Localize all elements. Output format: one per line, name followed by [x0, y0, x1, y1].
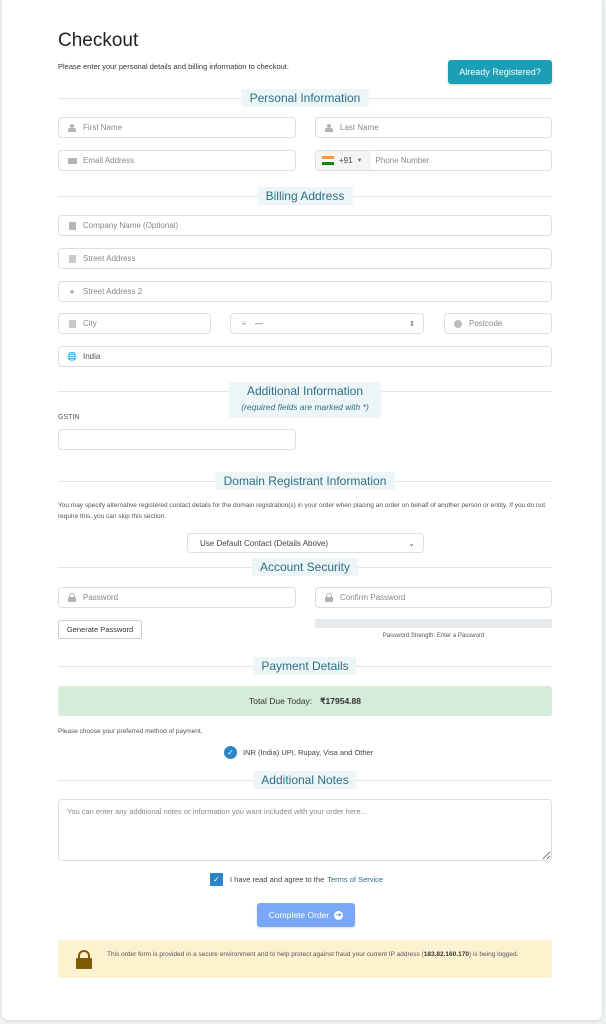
password-field[interactable] — [58, 587, 296, 608]
already-registered-button[interactable]: Already Registered? — [448, 60, 552, 84]
section-title-additional — [229, 382, 381, 418]
company-placeholder: Company Name (Optional) — [83, 221, 179, 230]
section-divider — [58, 659, 552, 673]
section-divider — [58, 384, 552, 412]
section-title-personal: Personal Information — [242, 89, 369, 107]
india-flag-icon — [322, 156, 334, 165]
select-arrows-icon: ⇕ — [409, 320, 415, 328]
section-divider — [58, 189, 552, 203]
building-icon — [67, 222, 77, 230]
padlock-icon — [76, 958, 92, 969]
section-title-notes: Additional Notes — [253, 771, 356, 789]
last-name-field[interactable] — [315, 117, 552, 138]
street-placeholder: Street Address — [83, 254, 136, 263]
confirm-password-placeholder: Confirm Password — [340, 593, 406, 602]
total-due-box — [58, 686, 552, 716]
required-note: (required fields are marked with *) — [241, 402, 369, 412]
country-value: India — [83, 352, 101, 361]
city-field[interactable] — [58, 313, 211, 334]
payment-method-label: INR (India) UPI, Rupay, Visa and Other — [243, 748, 374, 757]
first-name-placeholder: First Name — [83, 123, 123, 132]
confirm-password-field[interactable] — [315, 587, 552, 608]
tos-agreement — [210, 873, 383, 886]
additional-title: Additional Information — [246, 384, 364, 398]
page-subtitle: Please enter your personal details and billing information to checkout. — [58, 62, 289, 71]
state-select[interactable] — [230, 313, 424, 334]
last-name-placeholder: Last Name — [340, 123, 379, 132]
user-icon — [67, 124, 77, 132]
domain-contact-select[interactable] — [187, 533, 424, 553]
total-value: ₹17954.88 — [320, 695, 362, 706]
chevron-down-icon: ⌄ — [408, 538, 415, 548]
section-divider — [58, 474, 552, 488]
secure-text-before: This order form is provided in a secure environment and to help protect against fraud your current IP address ( — [107, 951, 424, 958]
postcode-placeholder: Postcode — [469, 319, 503, 328]
state-value: — — [255, 319, 263, 328]
caret-down-icon: ▼ — [356, 157, 363, 164]
section-divider — [58, 773, 552, 787]
secure-text-after: ) is being logged. — [468, 951, 519, 958]
section-title-security: Account Security — [252, 558, 358, 576]
section-title-domain: Domain Registrant Information — [216, 472, 395, 490]
country-code-dropdown[interactable] — [316, 151, 370, 170]
terms-of-service-link[interactable]: Terms of Service — [327, 875, 384, 884]
building-icon — [67, 320, 77, 328]
payment-hint: Please choose your preferred method of payment. — [58, 728, 203, 735]
section-title-payment: Payment Details — [253, 657, 356, 675]
payment-method-option[interactable] — [224, 746, 373, 759]
radio-checked-icon[interactable]: ✓ — [224, 746, 237, 759]
gstin-label: GSTIN — [58, 414, 80, 421]
section-divider — [58, 91, 552, 105]
street-address-field[interactable] — [58, 248, 552, 269]
secure-notice-text — [107, 950, 537, 960]
complete-order-label: Complete Order — [268, 910, 330, 920]
section-title-billing: Billing Address — [258, 187, 353, 205]
ip-address: 183.82.160.170 — [423, 951, 469, 958]
country-select[interactable] — [58, 346, 552, 367]
password-placeholder: Password — [83, 593, 119, 602]
postcode-icon — [453, 320, 463, 328]
first-name-field[interactable] — [58, 117, 296, 138]
company-field[interactable] — [58, 215, 552, 236]
map-marker-icon: ● — [69, 287, 75, 296]
section-divider — [58, 560, 552, 574]
lock-icon — [324, 594, 334, 602]
signpost-icon: ≡ — [241, 319, 247, 328]
email-placeholder: Email Address — [83, 156, 135, 165]
domain-description: You may specify alternative registered contact details for the domain registration(s) in your order when placing an order on behalf of another person or entity. If you do not require this, you can skip this section. — [58, 502, 546, 520]
generate-password-button[interactable]: Generate Password — [58, 620, 142, 639]
secure-notice — [58, 940, 552, 978]
tos-text: I have read and agree to the — [230, 875, 325, 884]
city-placeholder: City — [83, 319, 97, 328]
contact-select-value: Use Default Contact (Details Above) — [200, 538, 329, 548]
complete-order-button[interactable] — [257, 903, 355, 927]
phone-code: +91 — [339, 156, 353, 165]
page-title: Checkout — [58, 30, 139, 51]
checkout-card — [2, 0, 602, 1020]
notes-textarea[interactable] — [58, 799, 552, 861]
building-icon — [67, 255, 77, 263]
password-strength-text: Password Strength: Enter a Password — [382, 633, 485, 639]
gstin-input[interactable] — [58, 429, 296, 450]
street-address-2-field[interactable] — [58, 281, 552, 302]
tos-checkbox[interactable]: ✓ — [210, 873, 223, 886]
postcode-field[interactable] — [444, 313, 552, 334]
user-icon — [324, 124, 334, 132]
arrow-circle-right-icon: ➜ — [335, 912, 342, 919]
globe-icon: 🌐 — [67, 352, 77, 361]
password-strength-bar — [315, 619, 552, 628]
phone-placeholder: Phone Number — [375, 156, 430, 165]
email-field[interactable] — [58, 150, 296, 171]
lock-icon — [67, 594, 77, 602]
street2-placeholder: Street Address 2 — [83, 287, 143, 296]
envelope-icon — [67, 158, 77, 164]
total-label: Total Due Today: — [248, 696, 313, 706]
phone-field[interactable] — [315, 150, 552, 171]
